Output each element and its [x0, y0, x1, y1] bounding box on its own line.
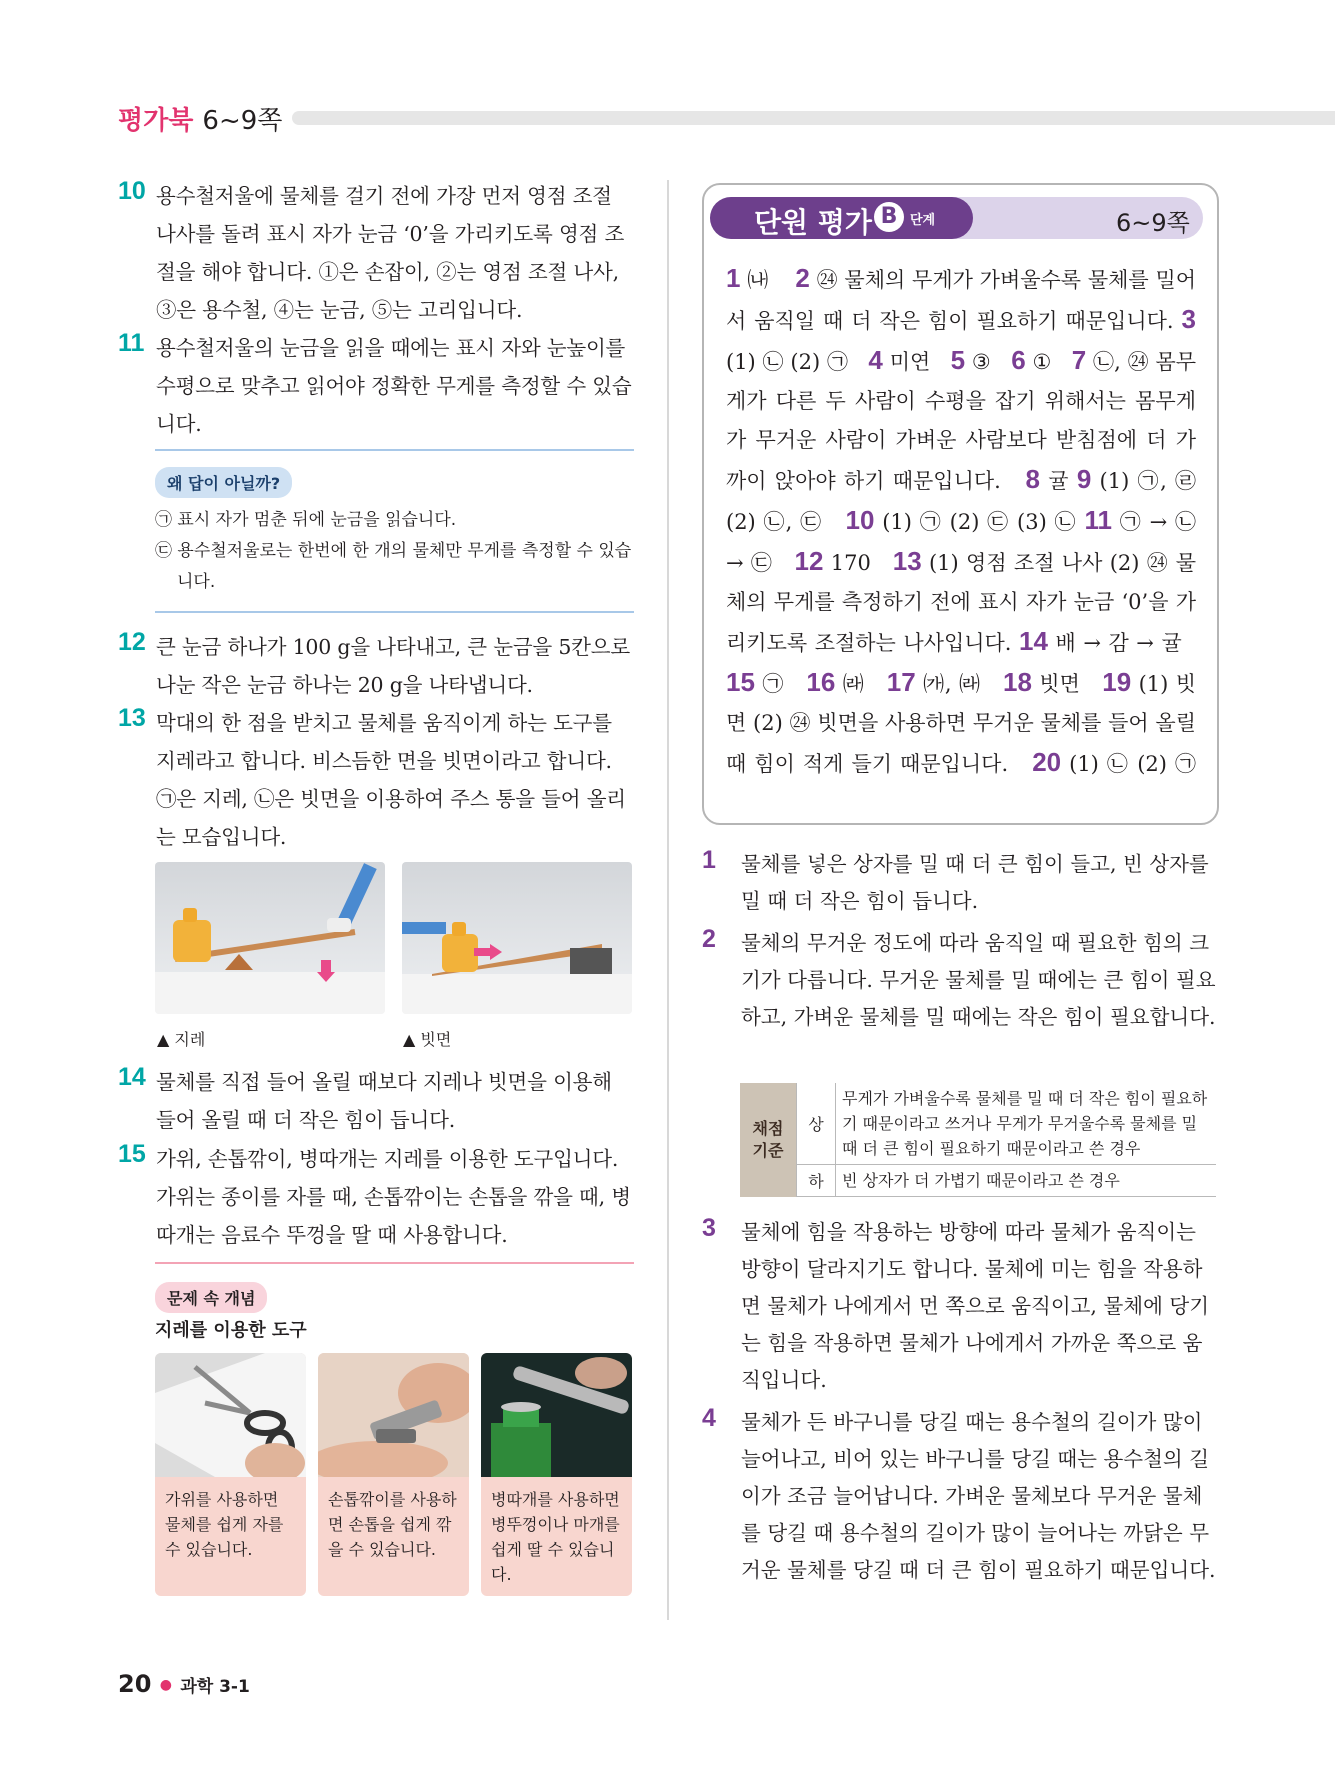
- lever-photo: [155, 862, 385, 1014]
- tool-card-bottle-opener: [481, 1353, 632, 1596]
- key-number: 1: [726, 263, 741, 293]
- key-answer: 170: [830, 551, 871, 575]
- level-badge: B: [874, 202, 904, 232]
- scoring-low-text: 빈 상자가 더 가볍기 때문이라고 쓴 경우: [836, 1165, 1217, 1197]
- key-number: 4: [868, 345, 883, 375]
- key-answer: ㉠: [762, 672, 785, 696]
- book-label: 평가북: [118, 106, 194, 136]
- answer-number: 15: [118, 1140, 146, 1168]
- key-answer: ③: [971, 350, 991, 374]
- answer-number: 12: [118, 628, 146, 656]
- key-number: 15: [726, 667, 755, 697]
- unit-evaluation-title-pill: [710, 197, 973, 239]
- explanation-4: [702, 1404, 1216, 1589]
- key-number: 7: [1071, 345, 1087, 375]
- photo-caption-incline: ▲ 빗면: [403, 1030, 452, 1049]
- explanation-text: 물체가 든 바구니를 당길 때는 용수철의 길이가 많이 늘어나고, 비어 있는 바구니를 당길 때는 용수철의 길이가 조금 늘어납니다. 가벼운 물체보다 무거운 물체를 당길 때 용수철의 길이가 많이 늘어나는 까닭은 무거운 물체를 당길 때 더 큰 힘이 필요하기 때문입니다.: [741, 1410, 1216, 1582]
- key-number: 17: [886, 667, 916, 697]
- key-answer: 배 → 감 → 귤: [1055, 631, 1182, 655]
- answer-11: [118, 329, 634, 443]
- answer-10: [118, 177, 634, 329]
- explanation-2: [702, 925, 1216, 1036]
- explanation-number: 3: [702, 1214, 716, 1242]
- explanation-text: 물체를 넣은 상자를 밀 때 더 큰 힘이 들고, 빈 상자를 밀 때 더 작은 힘이 듭니다.: [741, 852, 1209, 913]
- bullet-icon: ●: [159, 1677, 172, 1693]
- tool-card-scissors: [155, 1353, 306, 1596]
- answer-text: 용수철저울의 눈금을 읽을 때에는 표시 자와 눈높이를 수평으로 맞추고 읽어야 정확한 무게를 측정할 수 있습니다.: [156, 336, 632, 436]
- key-number: 19: [1102, 667, 1132, 697]
- answer-number: 14: [118, 1063, 146, 1091]
- scoring-key: 채점 기준: [740, 1083, 797, 1197]
- key-answer: (1) 영점 조절 나사 (2) ㉔ 물체의 무게를 측정하기 전에 표시 자가 눈금 ‘0’을 가리키도록 조절하는 나사입니다.: [726, 551, 1196, 655]
- key-answer: ㉡, ㉔ 몸무게가 다른 두 사람이 수평을 잡기 위해서는 몸무게가 무거운 사람이 가벼운 사람보다 받침점에 더 가까이 앉아야 하기 때문입니다.: [726, 350, 1197, 493]
- scoring-level-high: 상: [797, 1083, 836, 1165]
- answer-key: [726, 259, 1196, 784]
- bottle-opener-photo: [481, 1353, 632, 1477]
- key-number: 3: [1181, 304, 1196, 334]
- answer-number: 13: [118, 704, 146, 732]
- key-number: 20: [1032, 747, 1062, 777]
- scissors-photo: [155, 1353, 306, 1477]
- incline-photo: [402, 862, 632, 1014]
- key-answer: ㉠ → ㉡ → ㉢: [726, 510, 1196, 575]
- explanation-text: 물체의 무거운 정도에 따라 움직일 때 필요한 힘의 크기가 다릅니다. 무거운 물체를 밀 때에는 큰 힘이 필요하고, 가벼운 물체를 밀 때에는 작은 힘이 필요합니다.: [741, 931, 1216, 1029]
- key-answer: 빗면: [1039, 672, 1080, 696]
- tool-card-text: 가위를 사용하면 물체를 쉽게 자를 수 있습니다.: [165, 1490, 284, 1559]
- explanation-number: 4: [702, 1404, 716, 1432]
- why-not-item: ㉠ 표시 자가 멈춘 뒤에 눈금을 읽습니다.: [155, 510, 457, 530]
- divider: [155, 449, 634, 451]
- key-answer: ①: [1032, 350, 1052, 374]
- key-answer: 미연: [889, 350, 931, 374]
- key-number: 9: [1076, 464, 1092, 494]
- answer-text: 큰 눈금 하나가 100 g을 나타내고, 큰 눈금을 5칸으로 나눈 작은 눈금 하나는 20 g을 나타냅니다.: [156, 635, 630, 697]
- photo-caption-lever: ▲ 지레: [157, 1030, 206, 1049]
- answer-12: [118, 628, 634, 704]
- key-number: 11: [1084, 505, 1112, 535]
- scoring-high-text: 무게가 가벼울수록 물체를 밀 때 더 작은 힘이 필요하기 때문이라고 쓰거나 무게가 무거울수록 물체를 밀 때 더 큰 힘이 필요하기 때문이라고 쓴 경우: [836, 1083, 1217, 1165]
- explanation-3: [702, 1214, 1216, 1399]
- nail-clipper-photo: [318, 1353, 469, 1477]
- key-answer: ㈎, ㈑: [923, 672, 981, 696]
- answer-14: [118, 1063, 634, 1139]
- column-divider: [667, 180, 669, 1620]
- answer-13: [118, 704, 634, 856]
- key-number: 5: [950, 345, 966, 375]
- why-not-list: [155, 505, 635, 598]
- key-number: 8: [1025, 464, 1041, 494]
- tool-card-text: 손톱깎이를 사용하면 손톱을 쉽게 깎을 수 있습니다.: [328, 1490, 457, 1559]
- key-number: 10: [845, 505, 875, 535]
- explanation-number: 1: [702, 846, 716, 874]
- key-answer: 귤: [1048, 469, 1069, 493]
- answer-text: 가위, 손톱깎이, 병따개는 지레를 이용한 도구입니다. 가위는 종이를 자를 때, 손톱깎이는 손톱을 깎을 때, 병따개는 음료수 뚜껑을 딸 때 사용합니다.: [156, 1147, 631, 1247]
- answer-text: 막대의 한 점을 받치고 물체를 움직이게 하는 도구를 지레라고 합니다. 비스듬한 면을 빗면이라고 합니다. ㉠은 지레, ㉡은 빗면을 이용하여 주스 통을 들어 올리는 모습입니다.: [156, 711, 626, 849]
- concept-title: 지레를 이용한 도구: [155, 1320, 307, 1341]
- key-answer: (1) ㉠ (2) ㉢ (3) ㉡: [882, 510, 1077, 534]
- page-range: 6~9쪽: [202, 106, 283, 136]
- divider: [155, 1262, 634, 1264]
- key-answer: ㈑: [842, 672, 865, 696]
- answer-15: [118, 1140, 634, 1254]
- key-number: 16: [806, 667, 836, 697]
- page-header: [118, 100, 282, 137]
- key-number: 12: [794, 546, 824, 576]
- key-number: 2: [795, 263, 810, 293]
- key-number: 13: [892, 546, 922, 576]
- tool-card-text: 병따개를 사용하면 병뚜껑이나 마개를 쉽게 딸 수 있습니다.: [491, 1490, 620, 1584]
- tool-card-nail-clipper: [318, 1353, 469, 1596]
- scoring-level-low: 하: [797, 1165, 836, 1197]
- concept-label: 문제 속 개념: [155, 1282, 267, 1313]
- key-answer: ㈏: [747, 268, 769, 292]
- key-number: 18: [1003, 667, 1032, 697]
- unit-evaluation-pages: 6~9쪽: [1116, 209, 1190, 237]
- key-answer: (1) ㉡ (2) ㉠: [1069, 752, 1196, 776]
- explanation-text: 물체에 힘을 작용하는 방향에 따라 물체가 움직이는 방향이 달라지기도 합니다. 물체에 미는 힘을 작용하면 물체가 나에게서 먼 쪽으로 움직이고, 물체에 당기는 힘을 작용하면 물체가 나에게서 가까운 쪽으로 움직입니다.: [741, 1220, 1209, 1392]
- divider: [155, 611, 634, 613]
- explanation-1: [702, 846, 1216, 920]
- why-not-label: 왜 답이 아닐까?: [155, 467, 292, 498]
- page-number: 20: [118, 1670, 152, 1698]
- level-suffix: 단계: [910, 213, 936, 228]
- answer-number: 11: [118, 329, 145, 357]
- subject-label: 과학 3-1: [180, 1677, 250, 1697]
- explanation-number: 2: [702, 925, 716, 953]
- header-bar: [292, 111, 1335, 125]
- key-answer: (1) ㉠, ㉣ (2) ㉡, ㉢: [726, 469, 1196, 534]
- key-number: 6: [1011, 345, 1026, 375]
- answer-text: 물체를 직접 들어 올릴 때보다 지레나 빗면을 이용해 들어 올릴 때 더 작은 힘이 듭니다.: [156, 1070, 612, 1132]
- key-answer: ㉔ 물체의 무게가 가벼울수록 물체를 밀어서 움직일 때 더 작은 힘이 필요하기 때문입니다.: [726, 268, 1197, 333]
- why-not-item: ㉢ 용수철저울로는 한번에 한 개의 물체만 무게를 측정할 수 있습니다.: [155, 541, 632, 592]
- answer-text: 용수철저울에 물체를 걸기 전에 가장 먼저 영점 조절 나사를 돌려 표시 자가 눈금 ‘0’을 가리키도록 영점 조절을 해야 합니다. ①은 손잡이, ②는 영점 조절 나사, ③은 용수철, ④는 눈금, ⑤는 고리입니다.: [156, 184, 625, 322]
- page-footer: [118, 1670, 250, 1698]
- unit-evaluation-title: 단원 평가: [754, 206, 872, 239]
- key-number: 14: [1019, 626, 1048, 656]
- key-answer: (1) 빗면 (2) ㉔ 빗면을 사용하면 무거운 물체를 들어 올릴 때 힘이 적게 들기 때문입니다.: [726, 672, 1197, 776]
- scoring-criteria-table: [740, 1083, 1216, 1197]
- answer-number: 10: [118, 177, 146, 205]
- key-answer: (1) ㉡ (2) ㉠: [726, 350, 849, 374]
